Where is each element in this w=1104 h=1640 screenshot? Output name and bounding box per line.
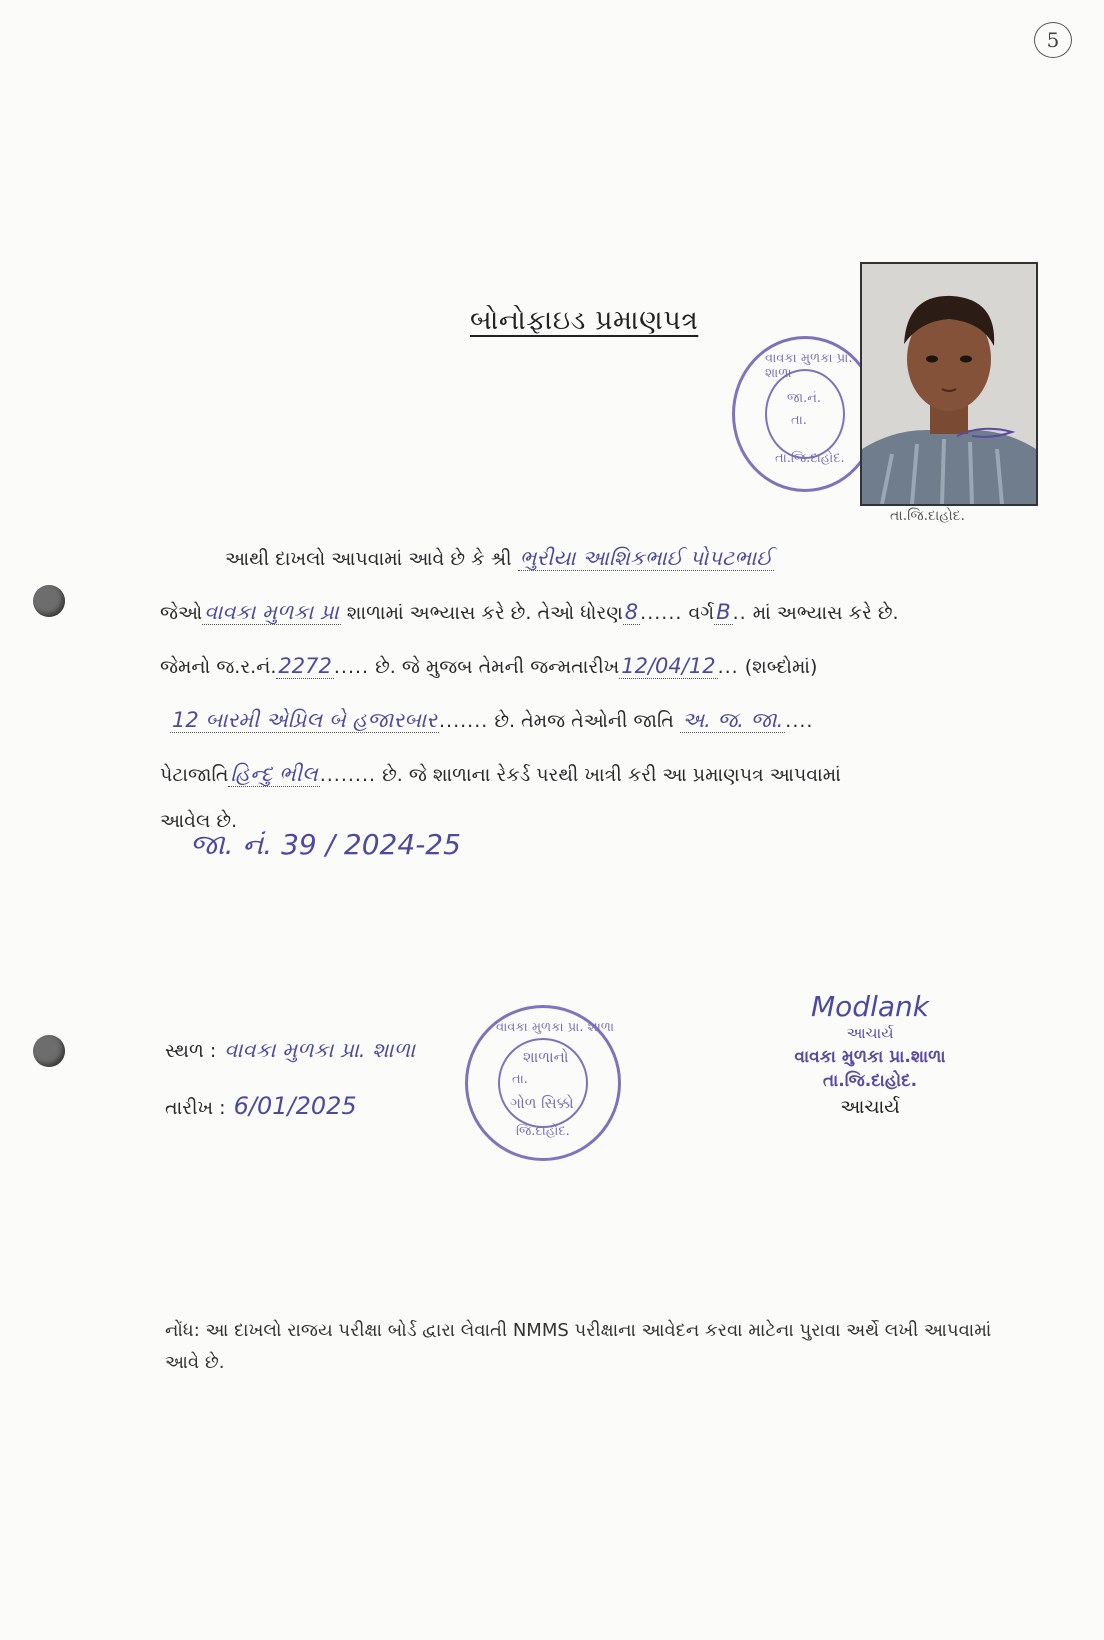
- line3-suffix: (શબ્દોમાં): [744, 656, 818, 678]
- place-row: [165, 1038, 417, 1063]
- principal-signature: Modlank: [811, 990, 929, 1023]
- school-name-value: વાવકા મુળકા પ્રા: [204, 600, 339, 624]
- footnote: નોંધ: આ દાખલો રાજય પરીક્ષા બોર્ડ દ્વારા લેવાતી NMMS પરીક્ષાના આવેદન કરવા માટેના પુરાવા અર્થે લખી આપવામાં આવે છે.: [165, 1320, 992, 1373]
- dob-value: 12/04/12: [621, 654, 716, 678]
- date-label: તારીખ :: [165, 1097, 226, 1119]
- body-line-1: [225, 548, 1104, 569]
- seal2-center-text-2: તા.: [512, 1072, 528, 1087]
- line3-prefix: જેમનો જ.ર.નં.: [160, 656, 277, 678]
- school-seal-bottom: [465, 1005, 621, 1161]
- reference-number: જા. નં. 39 / 2024-25: [190, 828, 461, 861]
- student-name-value: ભુરીયા આશિકભાઈ પોપટભાઈ: [519, 546, 773, 570]
- body-line-2: જેઓવાવકા મુળકા પ્રા શાળામાં અભ્યાસ કરે છે. તેઓ ધોરણ8 ...... વર્ગB .. માં અભ્યાસ કરે છે.: [160, 600, 899, 624]
- photo-stamp-caption: તા.જિ.દાહોદ.: [890, 508, 966, 524]
- seal-bottom-text: તા.જિ.દાહોદ.: [775, 451, 845, 466]
- body-line-5: પેટાજાતિહિન્દુ ભીલ ........ છે. જે શાળાના રેકર્ડ પરથી ખાત્રી કરી આ પ્રમાણપત્ર આપવામાં: [160, 762, 841, 786]
- gr-number-value: 2272: [278, 654, 332, 678]
- standard-value: 8: [624, 600, 639, 624]
- principal-stamp-line-3: તા.જિ.દાહોદ.: [822, 1071, 918, 1092]
- seal2-center-text-3: ગોળ સિક્કો: [510, 1094, 574, 1112]
- body-line-3: જેમનો જ.ર.નં.2272 ..... છે. જે મુજબ તેમની જન્મતારીખ12/04/12 ... (શબ્દોમાં): [160, 654, 818, 678]
- line4-middle: છે. તેમજ તેઓની જાતિ: [494, 710, 674, 732]
- principal-stamp-line-2: વાવકા મુળકા પ્રા.શાળા: [794, 1046, 946, 1067]
- line5-prefix: પેટાજાતિ: [160, 764, 229, 786]
- school-seal-top: [732, 336, 878, 492]
- line3-middle: છે. જે મુજબ તેમની જન્મતારીખ: [375, 656, 620, 678]
- body-line-4: 12 બારમી એપ્રિલ બે હજારબાર ....... છે. તેમજ તેઓની જાતિ અ. જ. જા. ....: [172, 708, 814, 732]
- principal-role: આચાર્ય: [840, 1096, 900, 1119]
- principal-signature-block: [755, 990, 985, 1118]
- line2-middle: શાળામાં અભ્યાસ કરે છે. તેઓ ધોરણ: [346, 602, 623, 624]
- principal-stamp-line-1: આચાર્ય: [846, 1024, 894, 1042]
- seal-ring-text: વાવકા મુળકા પ્રા. શાળા: [765, 351, 853, 381]
- principal-stamp: [755, 1023, 985, 1094]
- student-photo: [860, 262, 1038, 506]
- seal2-center-text: શાળાનો: [523, 1048, 569, 1066]
- body-line-6: આવેલ છે.: [160, 810, 238, 832]
- page-number: 5: [1034, 22, 1072, 58]
- student-photo-image: [862, 264, 1036, 504]
- dob-in-words-value: 12 બારમી એપ્રિલ બે હજારબાર: [172, 708, 437, 732]
- division-value: B: [716, 600, 731, 624]
- date-row: [165, 1092, 359, 1120]
- certificate-title: બોનોફાઇડ પ્રમાણપત્ર: [470, 305, 699, 336]
- sub-caste-value: હિન્દુ ભીલ: [230, 762, 318, 786]
- line5-suffix: છે. જે શાળાના રેકર્ડ પરથી ખાત્રી કરી આ પ્રમાણપત્ર આપવામાં: [382, 764, 841, 786]
- line2-suffix: માં અભ્યાસ કરે છે.: [752, 602, 899, 624]
- seal2-bottom-text: જિ.દાહોદ.: [516, 1124, 570, 1139]
- punch-hole-bottom: [33, 1035, 65, 1067]
- seal-center-text-2: તા.: [791, 413, 807, 428]
- line1-text: આથી દાખલો આપવામાં આવે છે કે શ્રી: [225, 548, 512, 570]
- line2-class-label: વર્ગ: [688, 602, 715, 624]
- date-value: 6/01/2025: [233, 1092, 357, 1120]
- punch-hole-top: [33, 585, 65, 617]
- place-label: સ્થળ :: [165, 1040, 217, 1062]
- caste-value: અ. જ. જા.: [681, 708, 784, 732]
- line2-prefix: જેઓ: [160, 602, 203, 624]
- seal-center-text: જા.નં.: [787, 391, 822, 406]
- seal2-ring-text: વાવકા મુળકા પ્રા. શાળા: [496, 1020, 615, 1035]
- place-value: વાવકા મુળકા પ્રા. શાળા: [224, 1038, 416, 1062]
